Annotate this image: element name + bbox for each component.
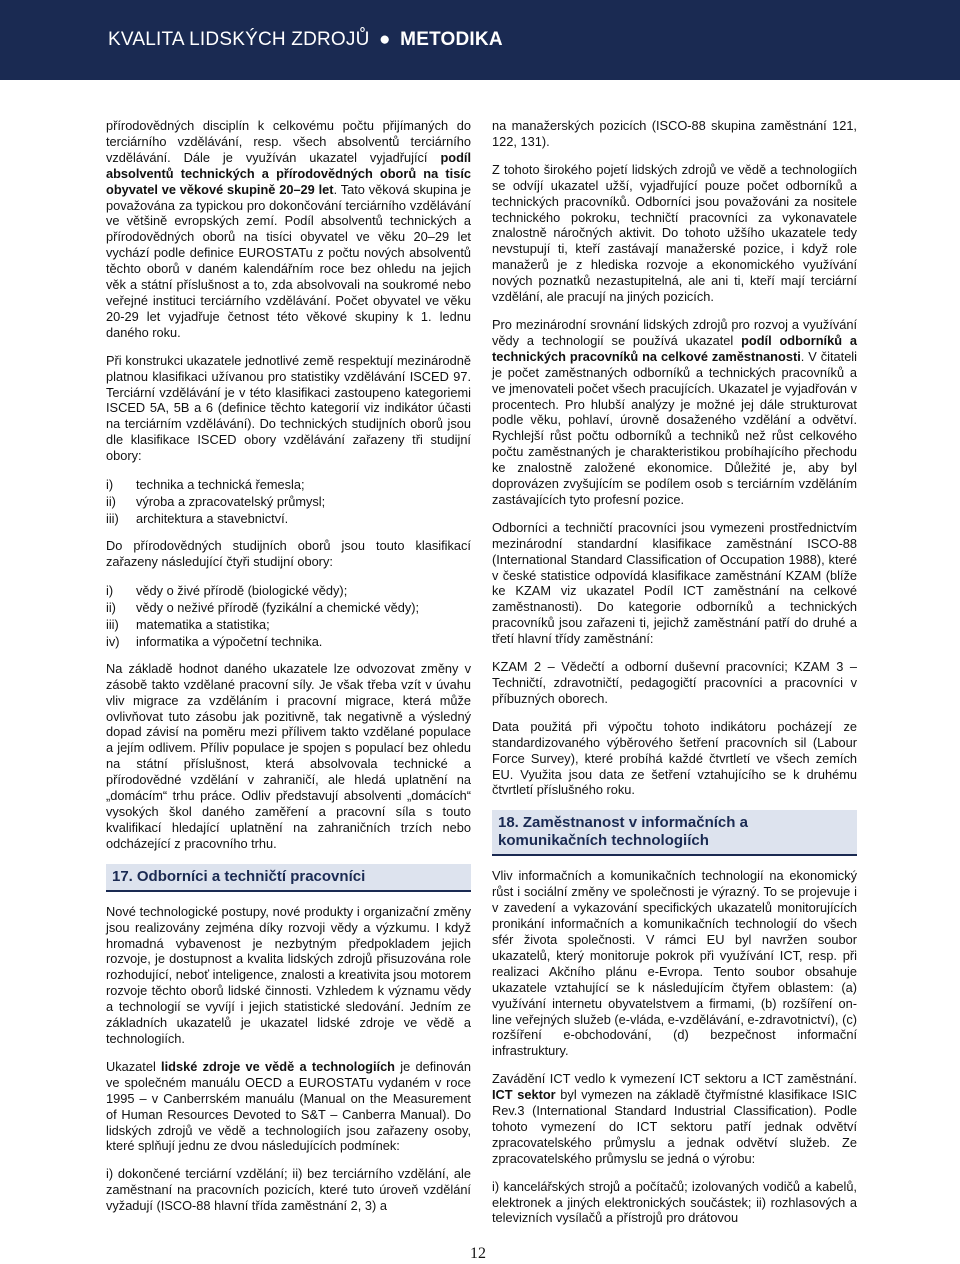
section-heading-18 bbox=[492, 810, 857, 856]
running-title-right: METODIKA bbox=[400, 29, 503, 50]
bold-term: podíl odborníků a technických pracovníků na celkové zaměstnanosti bbox=[492, 332, 857, 364]
list-item: i) technika a technická řemesla; bbox=[106, 477, 305, 493]
section-number: 17. bbox=[112, 867, 133, 885]
section-heading-17 bbox=[106, 864, 471, 892]
paragraph: Na základě hodnot daného ukazatele lze odvozovat změny v zásobě takto vzdělané pracovní síly. Je však třeba vzít v úvahu vliv migrace za vzděláním i pracovní migrace, která může ovlivňovat tuto zásobu jak pozitivně, tak negativně a výsledný dopad závisí na poměru mezi přílivem takto vzdělané populace a jejím odlivem. Příliv populace je spojen s populací bez ohledu na státní příslušnost, která absolvovala technické a přírodovědné vzdělání v zahraničí, ale hledá uplatnění na „domácím“ trhu práce. Odliv představují absolventi „domácích“ vysokých škol daného zaměření a pracovní síla s touto kvalifikací hledající uplatnění na zahraničních trzích nebo odcházející z pracovního trhu. bbox=[106, 660, 471, 851]
paragraph: přírodovědných disciplín k celkovému počtu přijímaných do terciárního vzdělávání, resp. všech absolventů terciárního vzdělávání. Dále je využíván ukazatel vyjadřující podíl absolventů technických a přírodovědných oborů na tisíc obyvatel ve věkové skupině 20–29 let. Tato věková skupina je považována za typickou pro dokončování terciárního vzdělávání ve většině evropských zemí. Podíl absolventů technických a přírodovědných oborů na tisíci obyvatel ve věku 20–29 let vychází podle definice EUROSTATu z počtu nových absolventů těchto oborů v daném kalendářním roce bez ohledu na jejich věk a státní příslušnost a to, zda absolvovali na soukromé nebo veřejné instituci terciárního vzdělávání. Počet obyvatel ve věku 20-29 let vyjadřuje četnost této věkové skupiny k 1. lednu daného roku. bbox=[106, 118, 471, 340]
paragraph: Zavádění ICT vedlo k vymezení ICT sektoru a ICT zaměstnání. ICT sektor byl vymezen na základě čtyřmístné klasifikace ISIC Rev.3 (International Standard Industrial Classification). Podle tohoto vymezení do ICT sektoru patří jednak odvětví zpracovatelského průmyslu a jednak odvětví služeb. Ze zpracovatelského průmyslu se jedná o výrobu: bbox=[492, 1071, 857, 1166]
page-header bbox=[0, 0, 960, 80]
list-item: iii) architektura a stavebnictví. bbox=[106, 511, 289, 527]
paragraph: Do přírodovědných studijních oborů jsou touto klasifikací zařazeny následující čtyři studijní obory: bbox=[106, 538, 471, 569]
paragraph: Vliv informačních a komunikačních technologií na ekonomický růst i sociální změny ve společnosti je výrazný. To se projevuje i v zavedení a vykazování specifických ukazatelů monitorujících pronikání informačních a komunikačních technologií do všech sfér života společnosti. V rámci EU byl navržen soubor ukazatelů, který monitoruje pokrok při využívání ICT, resp. při realizaci Akčního plánu e-Evropa. Tento soubor obsahuje ukazatele vztahující se k následujícím čtyřem oblastem: (a) využívání internetu obyvatelstvem a firmami, (b) rozšíření on-line veřejných služeb (e-vláda, e-vzdělávání, e-zdravotnictví), (c) rozšíření e-obchodování, (d) bezpečnost informační infrastruktury. bbox=[492, 868, 857, 1059]
paragraph: i) kancelářských strojů a počítačů; izolovaných vodičů a kabelů, elektronek a jiných elektronických součástek; ii) rozhlasových a televizních vysílačů a přístrojů pro drátovou bbox=[492, 1178, 857, 1226]
section-title: Zaměstnanost v informačních a komunikačních technologiích bbox=[498, 814, 748, 850]
paragraph: Data použitá při výpočtu tohoto indikátoru pocházejí ze standardizovaného výběrového šetření pracovních sil (Labour Force Survey), které probíhá každé čtvrtletí ve všech zemích EU. Využita jsou data ze šetření vztahujícího se k druhému čtvrtletí příslušného roku. bbox=[492, 718, 857, 798]
page-number: 12 bbox=[470, 1245, 486, 1262]
paragraph: Odborníci a techničtí pracovníci jsou vymezeni prostřednictvím mezinárodní standardní klasifikace zaměstnání ISCO-88 (International Standard Classification of Occupation 1988), které v české statistice odpovídá klasifikace zaměstnání KZAM (blíže ke KZAM viz ukazatel Podíl ICT zaměstnání na celkové zaměstnanosti). Do kategorie odborníků a technických pracovníků jsou zařazeni ti, jejichž zaměstnání patří do druhé a třetí hlavní třídy zaměstnání: bbox=[492, 519, 857, 647]
paragraph: Z tohoto širokého pojetí lidských zdrojů ve vědě a technologiích se odvíjí ukazatel užší, vyjadřující pouze počet odborníků a technických pracovníků. Odborníci jsou považováni za nositele technického pokroku, techničtí pracovníci za vykonavatele znalostně náročných aktivit. Do tohoto užšího ukazatele tedy nevstupují ti, kteří zastávají manažerské pozice, i když role manažerů je z hlediska rozvoje a ekonomického využívání nových poznatků nezastupitelná, ale ani ti, kteří mají terciární vzdělání, ale pracují na jiných pozicích. bbox=[492, 161, 857, 305]
list-item: i) vědy o živé přírodě (biologické vědy); bbox=[106, 582, 348, 598]
technical-fields-list bbox=[106, 476, 471, 527]
science-fields-list bbox=[106, 582, 471, 650]
bold-term: ICT sektor bbox=[492, 1087, 556, 1103]
paragraph: Pro mezinárodní srovnání lidských zdrojů pro rozvoj a využívání vědy a technologií se používá ukazatel podíl odborníků a technických pracovníků na celkové zaměstnanosti. V čitateli je počet zaměstnaných odborníků a technických pracovníků a ve jmenovateli počet všech pracujících. Ukazatel je vyjadřován v procentech. Pro hlubší analýzy je možné jej dále strukturovat podle věku, pohlaví, úrovně dosaženého vzdělání a odvětví. Rychlejší růst počtu odborníků a techniků než růst celkového počtu zaměstnaných je charakteristikou probíhajícího přechodu ke znalostně založené ekonomice. Důležité je, aby byl doprovázen zvyšujícím se podílem osob s terciárním vzděláním zastávajících tyto profesní pozice. bbox=[492, 316, 857, 507]
running-title-left: KVALITA LIDSKÝCH ZDROJŮ bbox=[108, 29, 370, 50]
list-item: ii) vědy o neživé přírodě (fyzikální a chemické vědy); bbox=[106, 599, 420, 615]
section-number: 18. bbox=[498, 814, 519, 832]
list-item: ii) výroba a zpracovatelský průmysl; bbox=[106, 494, 326, 510]
list-item: iv) informatika a výpočetní technika. bbox=[106, 633, 323, 649]
paragraph: Nové technologické postupy, nové produkty i organizační změny jsou realizovány zejména díky rozvoji vědy a výzkumu. I když hromadná vybavenost je nezbytným předpokladem jejich rozvoje, je dostupnost a kvalita lidských zdrojů přisuzována role rozhodující, neboť inteligence, znalosti a kreativita jsou motorem rozvoje těchto oborů lidské činnosti. Vzhledem k významu vědy a technologií se vyvíjí i jejich statistické sledování. Jedním ze základních ukazatelů je ukazatel lidské zdroje ve vědě a technologiích. bbox=[106, 903, 471, 1046]
paragraph: na manažerských pozicích (ISCO-88 skupina zaměstnání 121, 122, 131). bbox=[492, 118, 857, 149]
bullet-separator-icon: ● bbox=[379, 29, 391, 50]
right-column bbox=[492, 118, 857, 1238]
left-column bbox=[106, 118, 471, 1226]
bold-term: podíl absolventů technických a přírodovědných oborů na tisíc obyvatel ve věkové skupině 20–29 let bbox=[106, 149, 471, 197]
bold-term: lidské zdroje ve vědě a technologiích bbox=[161, 1058, 396, 1074]
running-title bbox=[108, 29, 503, 51]
paragraph: i) dokončené terciární vzdělání; ii) bez terciárního vzdělání, ale zaměstnaní na pracovních pozicích, které tuto úroveň vzdělání vyžadují (ISCO-88 hlavní třída zaměstnání 2, 3) a bbox=[106, 1166, 471, 1214]
paragraph: Při konstrukci ukazatele jednotlivé země respektují mezinárodně platnou klasifikaci užívanou pro statistiky vzdělávání ISCED 97. Terciární vzdělávání je v této klasifikaci zastoupeno kategoriemi ISCED 5A, 5B a 6 (definice těchto kategorií viz indikátor účasti na terciárním vzdělávání). Do technických studijních oborů jsou dle klasifikace ISCED obory vzdělávání zařazeny tři studijní obory: bbox=[106, 352, 471, 464]
section-title: Odborníci a techničtí pracovníci bbox=[136, 867, 366, 885]
list-item: iii) matematika a statistika; bbox=[106, 616, 270, 632]
paragraph: KZAM 2 – Vědečtí a odborní duševní pracovníci; KZAM 3 – Techničtí, zdravotničtí, pedagogičtí pracovníci a pracovníci v příbuzných oborech. bbox=[492, 659, 857, 706]
paragraph: Ukazatel lidské zdroje ve vědě a technologiích je definován ve společném manuálu OECD a EUROSTATu vydaném v roce 1995 – v Canberrském manuálu (Manual on the Measurement of Human Resources Devoted to S&T – Canberra Manual). Do lidských zdrojů ve vědě a technologiích jsou zařazeny osoby, které splňují jednu ze dvou následujících podmínek: bbox=[106, 1058, 471, 1154]
